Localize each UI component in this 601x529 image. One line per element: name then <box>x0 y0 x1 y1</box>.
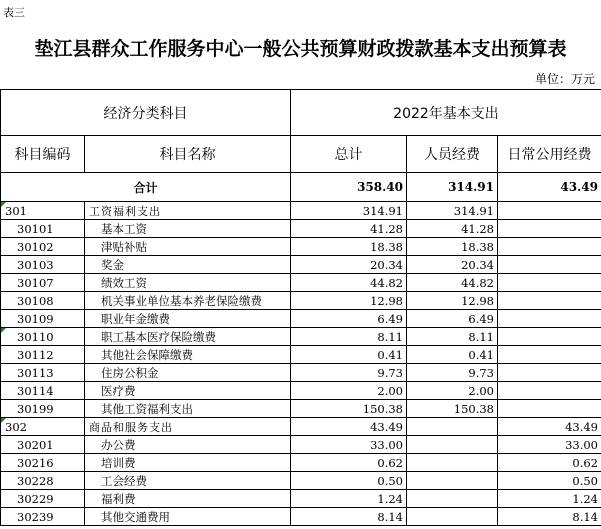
row-personnel <box>407 508 498 526</box>
row-code: 30101 <box>1 220 85 238</box>
row-personnel: 20.34 <box>407 256 498 274</box>
table-row <box>1 472 601 490</box>
column-header-total: 总计 <box>291 136 407 173</box>
row-public <box>498 382 601 400</box>
row-name: 培训费 <box>85 454 291 472</box>
row-public: 43.49 <box>498 418 601 436</box>
row-personnel: 6.49 <box>407 310 498 328</box>
summary-public: 43.49 <box>498 173 601 202</box>
row-total: 314.91 <box>291 202 407 220</box>
row-name: 绩效工资 <box>85 274 291 292</box>
row-code: 30113 <box>1 364 85 382</box>
unit-label: 单位：万元 <box>534 72 595 86</box>
table-row <box>1 400 601 418</box>
row-personnel: 44.82 <box>407 274 498 292</box>
table-row <box>1 310 601 328</box>
budget-table <box>0 89 601 526</box>
row-personnel: 8.11 <box>407 328 498 346</box>
row-total: 44.82 <box>291 274 407 292</box>
row-total: 8.14 <box>291 508 407 526</box>
row-name: 津贴补贴 <box>85 238 291 256</box>
row-name: 医疗费 <box>85 382 291 400</box>
row-total: 0.41 <box>291 346 407 364</box>
row-total: 0.50 <box>291 472 407 490</box>
row-code: 301 <box>1 202 85 220</box>
row-personnel: 150.38 <box>407 400 498 418</box>
row-name: 福利费 <box>85 490 291 508</box>
table-row <box>1 490 601 508</box>
row-name: 其他交通费用 <box>85 508 291 526</box>
row-code: 30201 <box>1 436 85 454</box>
row-total: 43.49 <box>291 418 407 436</box>
table-row <box>1 346 601 364</box>
row-total: 150.38 <box>291 400 407 418</box>
row-total: 18.38 <box>291 238 407 256</box>
row-name: 其他工资福利支出 <box>85 400 291 418</box>
row-personnel: 314.91 <box>407 202 498 220</box>
row-total: 9.73 <box>291 364 407 382</box>
row-public <box>498 274 601 292</box>
table-row <box>1 328 601 346</box>
summary-label: 合计 <box>1 173 291 202</box>
category-row <box>1 202 601 220</box>
column-header-public: 日常公用经费 <box>498 136 601 173</box>
table-row <box>1 454 601 472</box>
summary-personnel: 314.91 <box>407 173 498 202</box>
column-header-code: 科目编码 <box>1 136 85 173</box>
row-personnel: 41.28 <box>407 220 498 238</box>
row-personnel <box>407 472 498 490</box>
row-public <box>498 202 601 220</box>
row-total: 1.24 <box>291 490 407 508</box>
table-row <box>1 436 601 454</box>
row-public: 0.50 <box>498 472 601 490</box>
row-public <box>498 256 601 274</box>
row-code: 30112 <box>1 346 85 364</box>
row-code: 30228 <box>1 472 85 490</box>
row-public <box>498 328 601 346</box>
row-name: 住房公积金 <box>85 364 291 382</box>
row-public <box>498 346 601 364</box>
row-personnel <box>407 454 498 472</box>
row-name: 办公费 <box>85 436 291 454</box>
row-public: 0.62 <box>498 454 601 472</box>
row-public: 33.00 <box>498 436 601 454</box>
row-code: 30229 <box>1 490 85 508</box>
row-name: 职业年金缴费 <box>85 310 291 328</box>
row-public <box>498 400 601 418</box>
table-row <box>1 274 601 292</box>
row-total: 8.11 <box>291 328 407 346</box>
column-header-row <box>1 136 601 173</box>
row-name: 工资福利支出 <box>85 202 291 220</box>
group-header-row <box>1 90 601 136</box>
row-code: 30216 <box>1 454 85 472</box>
table-row <box>1 238 601 256</box>
row-name: 商品和服务支出 <box>85 418 291 436</box>
table-caption: 表三 <box>3 6 25 19</box>
row-public <box>498 310 601 328</box>
row-code: 30107 <box>1 274 85 292</box>
row-public: 8.14 <box>498 508 601 526</box>
economic-category-header: 经济分类科目 <box>1 90 291 136</box>
row-total: 2.00 <box>291 382 407 400</box>
table-row <box>1 256 601 274</box>
summary-total: 358.40 <box>291 173 407 202</box>
row-code: 30102 <box>1 238 85 256</box>
row-name: 机关事业单位基本养老保险缴费 <box>85 292 291 310</box>
summary-row <box>1 173 601 202</box>
row-public: 1.24 <box>498 490 601 508</box>
category-row <box>1 418 601 436</box>
table-row <box>1 364 601 382</box>
row-total: 12.98 <box>291 292 407 310</box>
table-row <box>1 292 601 310</box>
row-public <box>498 292 601 310</box>
table-row <box>1 382 601 400</box>
row-code: 30239 <box>1 508 85 526</box>
row-code: 302 <box>1 418 85 436</box>
row-public <box>498 364 601 382</box>
table-row <box>1 220 601 238</box>
row-personnel <box>407 436 498 454</box>
row-personnel <box>407 418 498 436</box>
row-personnel <box>407 490 498 508</box>
row-personnel: 9.73 <box>407 364 498 382</box>
year-expenditure-header: 2022年基本支出 <box>291 90 601 136</box>
row-code: 30109 <box>1 310 85 328</box>
row-total: 41.28 <box>291 220 407 238</box>
table-row <box>1 508 601 526</box>
row-name: 工会经费 <box>85 472 291 490</box>
row-name: 奖金 <box>85 256 291 274</box>
column-header-personnel: 人员经费 <box>407 136 498 173</box>
row-code: 30103 <box>1 256 85 274</box>
page-title: 垫江县群众工作服务中心一般公共预算财政拨款基本支出预算表 <box>34 38 567 60</box>
row-code: 30108 <box>1 292 85 310</box>
row-code: 30199 <box>1 400 85 418</box>
row-personnel: 0.41 <box>407 346 498 364</box>
row-public <box>498 220 601 238</box>
row-total: 0.62 <box>291 454 407 472</box>
row-personnel: 2.00 <box>407 382 498 400</box>
row-personnel: 12.98 <box>407 292 498 310</box>
column-header-name: 科目名称 <box>85 136 291 173</box>
row-name: 其他社会保障缴费 <box>85 346 291 364</box>
row-name: 职工基本医疗保险缴费 <box>85 328 291 346</box>
row-personnel: 18.38 <box>407 238 498 256</box>
row-code: 30110 <box>1 328 85 346</box>
row-code: 30114 <box>1 382 85 400</box>
row-public <box>498 238 601 256</box>
row-total: 33.00 <box>291 436 407 454</box>
row-name: 基本工资 <box>85 220 291 238</box>
row-total: 6.49 <box>291 310 407 328</box>
row-total: 20.34 <box>291 256 407 274</box>
